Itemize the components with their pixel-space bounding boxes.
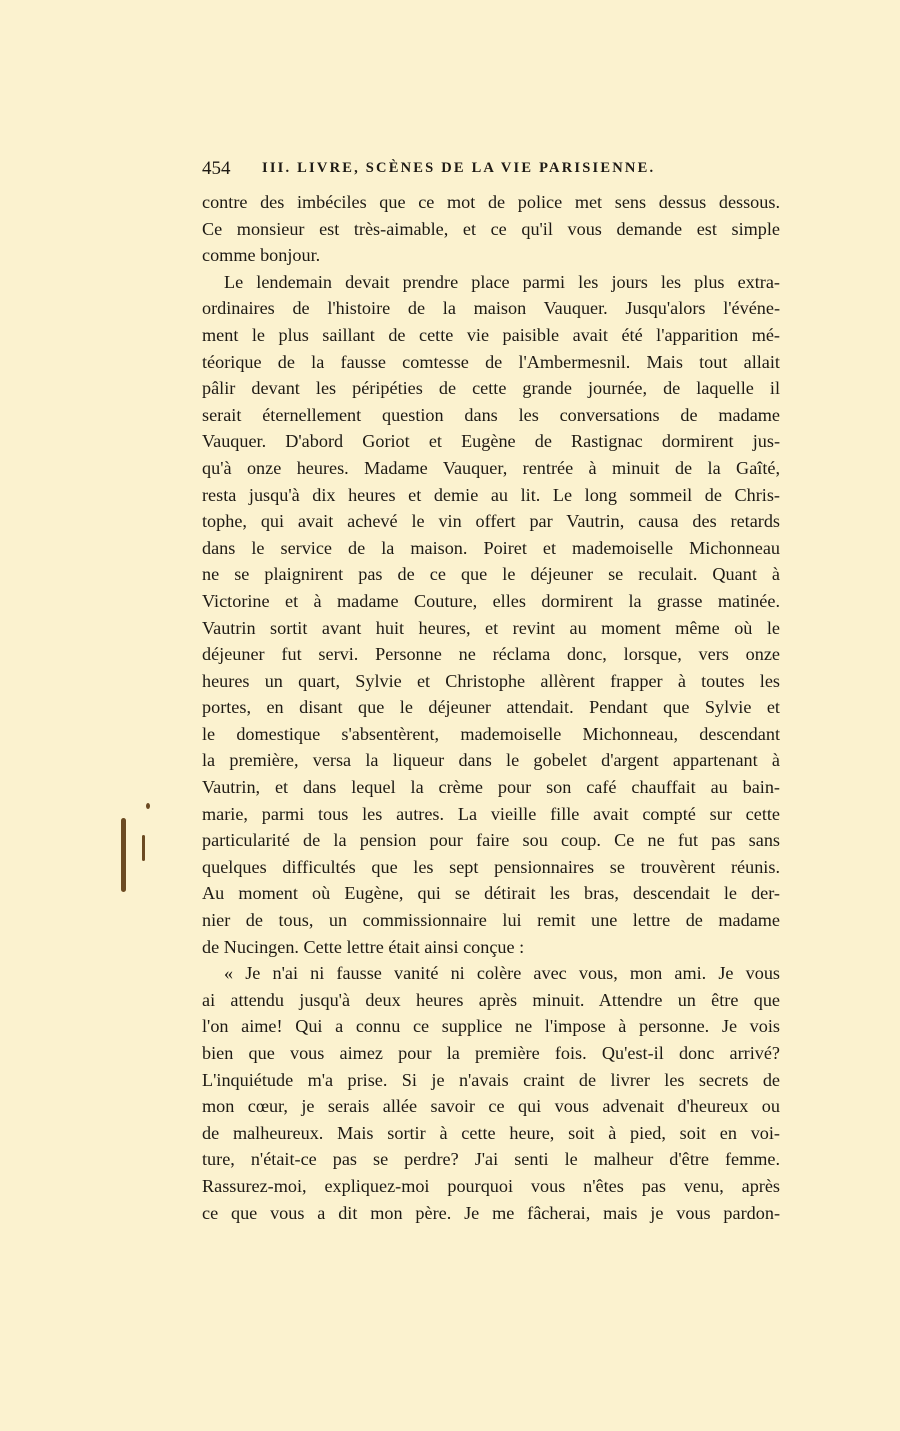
text-line: resta jusqu'à dix heures et demie au lit. Le long sommeil de Chris- — [202, 484, 780, 505]
text-line: ce que vous a dit mon père. Je me fâcherai, mais je vous pardon- — [202, 1202, 780, 1223]
text-line: ordinaires de l'histoire de la maison Vauquer. Jusqu'alors l'événe- — [202, 298, 780, 319]
text-line: Ce monsieur est très-aimable, et ce qu'il vous demande est simple — [202, 218, 780, 239]
text-line: heures un quart, Sylvie et Christophe allèrent frapper à toutes les — [202, 670, 780, 691]
text-line: bien que vous aimez pour la première fois. Qu'est-il donc arrivé? — [202, 1043, 780, 1063]
text-line: Vauquer. D'abord Goriot et Eugène de Rastignac dormirent jus- — [202, 431, 780, 452]
text-line: serait éternellement question dans les conversations de madame — [202, 404, 780, 425]
text-line: Le lendemain devait prendre place parmi les jours les plus extra- — [224, 271, 780, 292]
text-line: Rassurez-moi, expliquez-moi pourquoi vous n'êtes pas venu, après — [202, 1175, 780, 1196]
text-line: Vautrin sortit avant huit heures, et revint au moment même où le — [202, 617, 780, 638]
text-line: de malheureux. Mais sortir à cette heure, soit à pied, soit en voi- — [202, 1122, 780, 1143]
text-line: portes, en disant que le déjeuner attendait. Pendant que Sylvie et — [202, 697, 780, 718]
text-line: téorique de la fausse comtesse de l'Ambermesnil. Mais tout allait — [202, 351, 780, 372]
page-number: 454 — [202, 158, 231, 179]
text-line: particularité de la pension pour faire sou coup. Ce ne fut pas sans — [202, 830, 780, 851]
text-line: déjeuner fut servi. Personne ne réclama donc, lorsque, vers onze — [202, 644, 780, 665]
text-line: qu'à onze heures. Madame Vauquer, rentrée à minuit de la Gaîté, — [202, 457, 780, 478]
text-line: nier de tous, un commissionnaire lui remit une lettre de madame — [202, 910, 780, 931]
text-line: ture, n'était-ce pas se perdre? J'ai senti le malheur d'être femme. — [202, 1149, 780, 1170]
text-line: tophe, qui avait achevé le vin offert par Vautrin, causa des retards — [202, 511, 780, 532]
text-line: ai attendu jusqu'à deux heures après minuit. Attendre un être que — [202, 989, 780, 1010]
body-text — [202, 189, 780, 1226]
text-line: quelques difficultés que les sept pensionnaires se trouvèrent réunis. — [202, 856, 780, 877]
running-title: III. LIVRE, SCÈNES DE LA VIE PARISIENNE. — [262, 160, 656, 176]
text-line: Au moment où Eugène, qui se détirait les bras, descendait le der- — [202, 883, 780, 904]
text-line: dans le service de la maison. Poiret et mademoiselle Michonneau — [202, 537, 780, 558]
text-line: L'inquiétude m'a prise. Si je n'avais craint de livrer les secrets de — [202, 1069, 780, 1090]
text-line: mon cœur, je serais allée savoir ce qui vous advenait d'heureux ou — [202, 1096, 780, 1117]
text-line: l'on aime! Qui a connu ce supplice ne l'impose à personne. Je vois — [202, 1016, 780, 1037]
text-line: Victorine et à madame Couture, elles dormirent la grasse matinée. — [202, 590, 780, 611]
text-line: Vautrin, et dans lequel la crème pour son café chauffait au bain- — [202, 777, 780, 798]
page-header — [202, 158, 780, 184]
text-line: de Nucingen. Cette lettre était ainsi conçue : — [202, 936, 525, 957]
text-line: pâlir devant les péripéties de cette grande journée, de laquelle il — [202, 378, 780, 399]
text-line: comme bonjour. — [202, 245, 321, 266]
text-line: la première, versa la liqueur dans le gobelet d'argent appartenant à — [202, 750, 780, 771]
text-line: « Je n'ai ni fausse vanité ni colère avec vous, mon ami. Je vous — [224, 963, 780, 984]
text-line: marie, parmi tous les autres. La vieille fille avait compté sur cette — [202, 803, 780, 824]
text-line: contre des imbéciles que ce mot de police met sens dessus dessous. — [202, 192, 780, 212]
text-line: ment le plus saillant de cette vie paisible avait été l'apparition mé- — [202, 324, 780, 345]
text-line: le domestique s'absentèrent, mademoiselle Michonneau, descendant — [202, 723, 780, 744]
text-line: ne se plaignirent pas de ce que le déjeuner se reculait. Quant à — [202, 564, 780, 585]
